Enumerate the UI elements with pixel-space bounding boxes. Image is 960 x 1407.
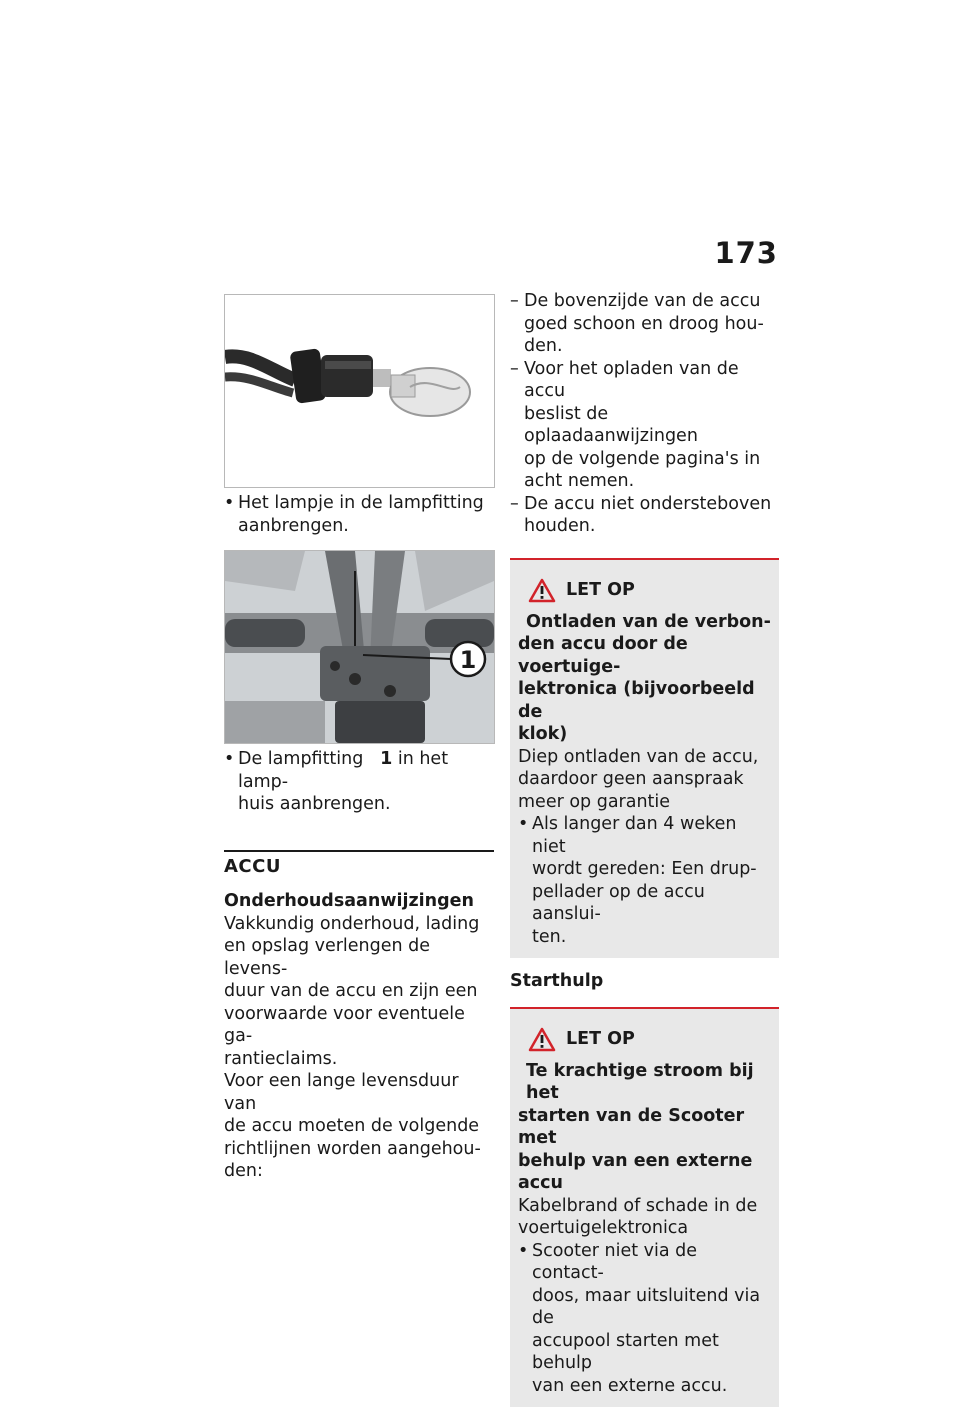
handlebar-photo — [225, 551, 494, 743]
bulb-socket-photo — [225, 295, 494, 487]
right-column — [510, 290, 779, 1407]
step-line: huis aanbrengen. — [238, 793, 494, 816]
bulb-install-step — [224, 492, 494, 537]
callout-number: 1 — [460, 646, 477, 674]
warning-label: LET OP — [566, 1028, 635, 1051]
warning-title: Ontladen van de verbon- den accu door de voertuige- lektronica (bijvoorbeeld de klok) — [518, 611, 771, 746]
warning-action: • Als langer dan 4 weken niet wordt gereden: Een drup- pellader op de accu aanslui- ten. — [518, 813, 771, 948]
step-line: aanbrengen. — [238, 515, 494, 538]
warning-triangle-icon — [528, 1027, 556, 1052]
starthulp-title: Starthulp — [510, 970, 779, 993]
warning-box-jumpstart — [510, 1007, 779, 1407]
warning-header — [528, 578, 771, 603]
warning-box-discharge — [510, 558, 779, 959]
left-column-top — [224, 492, 494, 537]
section-rule — [224, 850, 494, 852]
page-number: 173 — [712, 236, 778, 270]
warning-label: LET OP — [566, 579, 635, 602]
paragraph-2: Voor een lange levensduur van de accu moeten de volgende richtlijnen worden aangehou- den: — [224, 1070, 494, 1183]
dash-item: – Voor het opladen van de accu beslist de oplaadaanwijzingen op de volgende pagina's in acht nemen. — [510, 358, 779, 493]
bulb-socket-figure — [224, 294, 495, 488]
section-title: ACCU — [224, 856, 494, 879]
left-column-bottom — [224, 748, 494, 1183]
step-line: • De lampfitting 1 in het lamp- — [238, 748, 494, 793]
paragraph-1: Vakkundig onderhoud, lading en opslag verlengen de levens- duur van de accu en zijn een voorwaarde voor eventuele ga- rantieclaims. — [224, 913, 494, 1071]
warning-action: • Scooter niet via de contact- doos, maar uitsluitend via de accupool starten met behulp van een externe accu. — [518, 1240, 771, 1398]
warning-body: Diep ontladen van de accu, daardoor geen aanspraak meer op garantie — [518, 746, 771, 814]
subsection-title: Onderhoudsaanwijzingen — [224, 890, 494, 913]
dash-item: – De bovenzijde van de accu goed schoon en droog hou- den. — [510, 290, 779, 358]
warning-title: Te krachtige stroom bij het starten van de Scooter met behulp van een externe accu — [518, 1060, 771, 1195]
warning-body: Kabelbrand of schade in de voertuigelektronica — [518, 1195, 771, 1240]
warning-header — [528, 1027, 771, 1052]
dash-item: – De accu niet ondersteboven houden. — [510, 493, 779, 538]
lamp-housing-figure — [224, 550, 495, 744]
warning-triangle-icon — [528, 578, 556, 603]
fitting-install-step — [224, 748, 494, 816]
step-line: • Het lampje in de lampfitting — [238, 492, 494, 515]
